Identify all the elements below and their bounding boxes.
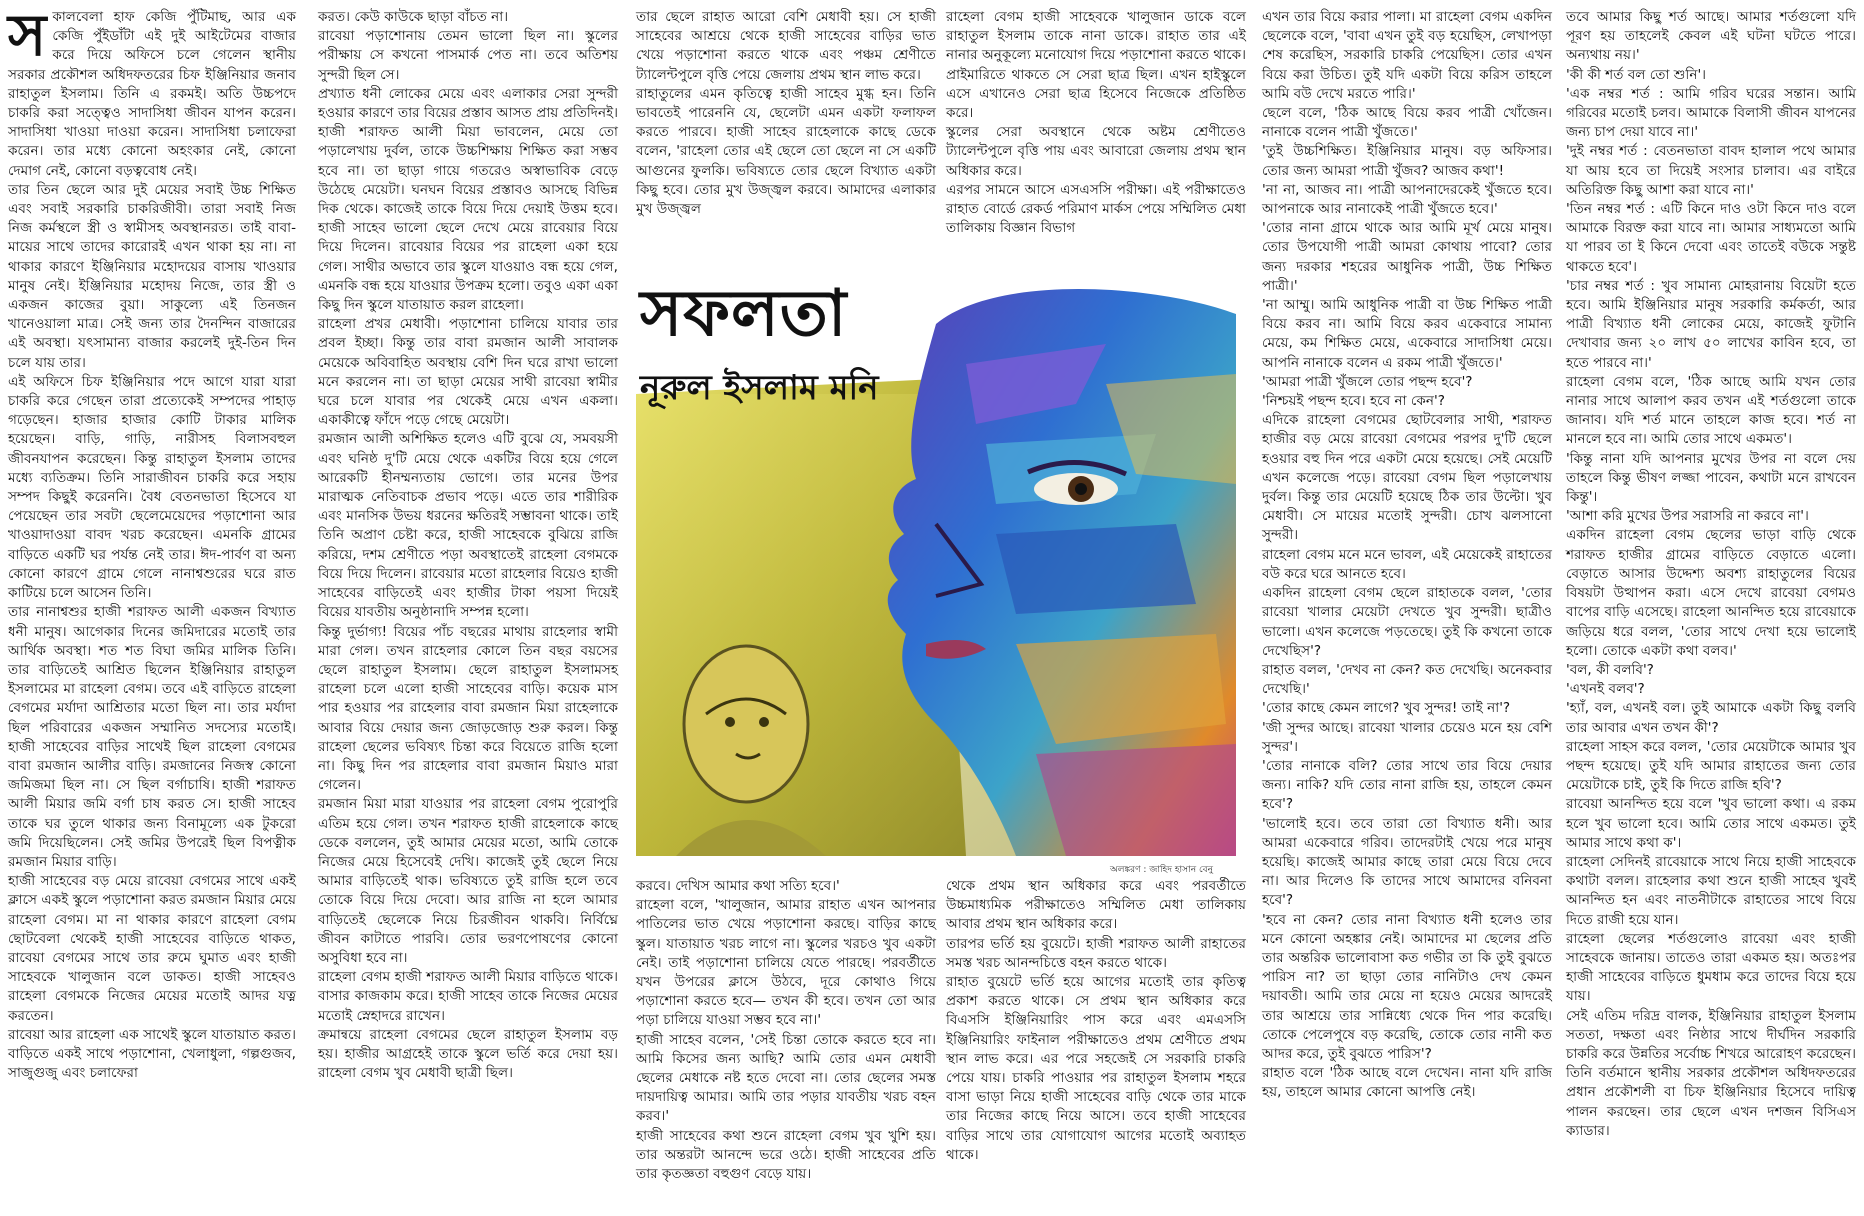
drop-cap: স	[8, 1, 47, 69]
article-column-3-top: তার ছেলে রাহাত আরো বেশি মেধাবী হয়। সে হাজী সাহেবের আশ্রয়ে থেকে হাজী সাহেবের বাড়ির ভাত খেয়ে পড়াশোনা করতে থাকে এবং পঞ্চম শ্রেণীতে ট্যালেন্টপুলে বৃত্তি পেয়ে জেলায় প্রথম স্থান লাভ করে। রাহাতুলের এমন কৃতিত্বে হাজী সাহেব মুগ্ধ হন। তিনি ভাবতেই পারেননি যে, ছেলেটা এমন একটা ফলাফল করতে পারবে। হাজী সাহেব রাহেলাকে কাছে ডেকে বলেন, 'রাহেলা তোর এই ছেলে তো ছেলে না সে একটি আগুনের ফুলকি। ভবিষ্যতে তোর ছেলে বিখ্যাত একটা কিছু হবে। তোর মুখ উজ্জ্বল করবে। আমাদের এলাকার মুখ উজ্জ্বল	[636, 9, 936, 218]
article-title: সফলতা	[640, 276, 848, 351]
article-column-3-bottom: করবে। দেখিস আমার কথা সত্যি হবে।' রাহেলা বলে, 'খালুজান, আমার রাহাত এখন আপনার পাতিলের ভাত খেয়ে পড়াশোনা করছে। বাড়ির কাছে স্কুল। যাতায়াত খরচ লাগে না। স্কুলের খরচও খুব একটা নেই। তাই পড়াশোনা চালিয়ে যেতে পারছে। পরবর্তীতে যখন উপরের ক্লাসে উঠবে, দূরে কোথাও গিয়ে পড়াশোনা করতে হবে— তখন কী হবে। তখন তো আর পড়া চালিয়ে যাওয়া সম্ভব হবে না।' হাজী সাহেব বলেন, 'সেই চিন্তা তোকে করতে হবে না। আমি কিসের জন্য আছি? আমি তোর এমন মেধাবী ছেলের মেধাকে নষ্ট হতে দেবো না। তোর ছেলের সমস্ত দায়দায়িত্ব আমার। আমি তার পড়ার যাবতীয় খরচ বহন করব।' হাজী সাহেবের কথা শুনে রাহেলা বেগম খুব খুশি হয়। তার অন্তরটা আনন্দে ভরে ওঠে। হাজী সাহেবের প্রতি তার কৃতজ্ঞতা বহুগুণ বেড়ে যায়।	[636, 878, 936, 1183]
article-column-1-text: কালবেলা হাফ কেজি পুঁটিমাছ, আর এক কেজি পুঁইডাঁটা এই দুই আইটেমের বাজার করে দিয়ে অফিসে চলে গেলেন স্থানীয় সরকার প্রকৌশল অধিদফতরের চিফ ইঞ্জিনিয়ার জনাব রাহাতুল ইসলাম। তিনি এ রকমই। অতি উচ্চপদে চাকরি করা সত্ত্বেও সাদাসিধা জীবন যাপন করেন। সাদাসিধা খাওয়া দাওয়া করেন। সাদাসিধা চলাফেরা করেন। তার মধ্যে কোনো অহংকার নেই, কোনো দেমাগ নেই, কোনো বড়ত্ববোধ নেই। তার তিন ছেলে আর দুই মেয়ের সবাই উচ্চ শিক্ষিত এবং সবাই সরকারি চাকরিজীবী। তারা সবাই নিজ নিজ কর্মস্থলে স্ত্রী ও স্বামীসহ অবস্থানরত। তাই বাবা-মায়ের সাথে তাদের কারোরই এখন থাকা হয় না। না থাকার কারণে ইঞ্জিনিয়ার মহোদয়ের বাসায় খাওয়ার মানুষ নেই। ইঞ্জিনিয়ার মহোদয় নিজে, তার স্ত্রী ও একজন কাজের বুয়া। সাকুল্যে এই তিনজন খানেওয়ালা মাত্র। সেই জন্য তার দৈনন্দিন বাজারের এই অবস্থা। যৎসামান্য বাজার করলেই দুই-তিন দিন চলে যায় তার। এই অফিসে চিফ ইঞ্জিনিয়ার পদে আগে যারা যারা চাকরি করে গেছেন তারা প্রত্যেকেই সম্পদের পাহাড় গড়েছেন। হাজার হাজার কোটি টাকার মালিক হয়েছেন। বাড়ি, গাড়ি, নারীসহ বিলাসবহুল জীবনযাপন করেছেন। কিন্তু রাহাতুল ইসলাম তাদের মধ্যে ব্যতিক্রম। তিনি সারাজীবন চাকরি করে সহায় সম্পদ কিছুই করেননি। বৈধ বেতনভাতা হিসেবে যা পেয়েছেন তার সবটা ছেলেমেয়েদের পড়াশোনা আর খাওয়াদাওয়া বাবদ খরচ করেছেন। এমনকি গ্রামের বাড়িতে একটি ঘর পর্যন্ত নেই তার। ঈদ-পার্বণ বা অন্য কোনো কারণে গ্রামে গেলে নানাশ্বশুরের ঘরে রাত কাটিয়ে চলে আসেন তিনি। তার নানাশ্বশুর হাজী শরাফত আলী একজন বিখ্যাত ধনী মানুষ। আগেকার দিনের জমিদারের মতোই তার আর্থিক অবস্থা। শত শত বিঘা জমির মালিক তিনি। তার বাড়িতেই আশ্রিত ছিলেন ইঞ্জিনিয়ার রাহাতুল ইসলামের মা রাহেলা বেগম। তবে এই বাড়িতে রাহেলা বেগমের মর্যাদা আশ্রিতার মতো ছিল না। তার মর্যাদা ছিল পরিবারের একজন সম্মানিত সদস্যের মতোই। হাজী সাহেবের বাড়ির সাথেই ছিল রাহেলা বেগমের বাবা রমজান আলীর বাড়ি। রমজানের নিজস্ব কোনো জমিজমা ছিল না। সে ছিল বর্গাচাষি। হাজী শরাফত আলী মিয়ার জমি বর্গা চাষ করত সে। হাজী সাহেব তাকে ঘর তুলে থাকার জন্য বিনামূল্যে এক টুকরো জমি দিয়েছিলেন। সেই জমির উপরেই ছিল বিপত্নীক রমজান মিয়ার বাড়ি। হাজী সাহেবের বড় মেয়ে রাবেয়া বেগমের সাথে একই ক্লাসে একই স্কুলে পড়াশোনা করত রমজান মিয়ার মেয়ে রাহেলা বেগম। মা না থাকার কারণে রাহেলা বেগম ছোটবেলা থেকেই হাজী সাহেবের বাড়িতে থাকত, রাবেয়া বেগমের সাথে তার রুমে ঘুমাত এবং হাজী সাহেবকে খালুজান বলে ডাকত। হাজী সাহেবও রাহেলা বেগমকে নিজের মেয়ের মতোই আদর যত্ন করতেন। রাবেয়া আর রাহেলা এক সাথেই স্কুলে যাতায়াত করত। বাড়িতে একই সাথে পড়াশোনা, খেলাধুলা, গল্পগুজব, সাজুগুজু এবং চলাফেরা	[8, 9, 296, 1082]
article-column-5: এখন তার বিয়ে করার পালা। মা রাহেলা বেগম একদিন ছেলেকে বলে, 'বাবা এখন তুই বড় হয়েছিস, লেখাপড়া শেষ করেছিস, সরকারি চাকরি পেয়েছিস। তোর এখন বিয়ে করা উচিত। তুই যদি একটা বিয়ে করিস তাহলে আমি বউ দেখে মরতে পারি।' ছেলে বলে, 'ঠিক আছে বিয়ে করব পাত্রী খোঁজেন। নানাকে বলেন পাত্রী খুঁজতে।' 'তুই উচ্চশিক্ষিত। ইঞ্জিনিয়ার মানুষ। বড় অফিসার। তোর জন্য আমরা পাত্রী খুঁজব? আজব কথা'! 'না না, আজব না। পাত্রী আপনাদেরকেই খুঁজতে হবে। আপনাকে আর নানাকেই পাত্রী খুঁজতে হবে।' 'তোর নানা গ্রামে থাকে আর আমি মূর্খ মেয়ে মানুষ। তোর উপযোগী পাত্রী আমরা কোথায় পাবো? তোর জন্য দরকার শহরের আধুনিক পাত্রী, উচ্চ শিক্ষিত পাত্রী।' 'না আম্মু। আমি আধুনিক পাত্রী বা উচ্চ শিক্ষিত পাত্রী বিয়ে করব না। আমি বিয়ে করব একেবারে সামান্য মেয়ে, কম শিক্ষিত মেয়ে, একেবারে সাদাসিধা মেয়ে। আপনি নানাকে বলেন এ রকম পাত্রী খুঁজতে।' 'আমরা পাত্রী খুঁজলে তোর পছন্দ হবে'? 'নিশ্চয়ই পছন্দ হবে। হবে না কেন'? এদিকে রাহেলা বেগমের ছোটবেলার সাথী, শরাফত হাজীর বড় মেয়ে রাবেয়া বেগমের পরপর দু'টি ছেলে হওয়ার বহু দিন পরে একটা মেয়ে হয়েছে। সেই মেয়েটি এখন কলেজে পড়ে। রাবেয়া বেগম ছিল পড়ালেখায় দুর্বল। কিন্তু তার মেয়েটি হয়েছে ঠিক তার উল্টো। খুব মেধাবী। সে মায়ের মতোই সুন্দরী। চোখ ঝলসানো সুন্দরী। রাহেলা বেগম মনে মনে ভাবল, এই মেয়েকেই রাহাতের বউ করে ঘরে আনতে হবে। একদিন রাহেলা বেগম ছেলে রাহাতকে বলল, 'তোর রাবেয়া খালার মেয়েটা দেখতে খুব সুন্দরী। ছাত্রীও ভালো। এখন কলেজে পড়তেছে। তুই কি কখনো তাকে দেখেছিস'? রাহাত বলল, 'দেখব না কেন? কত দেখেছি। অনেকবার দেখেছি।' 'তোর কাছে কেমন লাগে? খুব সুন্দর! তাই না'? 'জী সুন্দর আছে। রাবেয়া খালার চেয়েও মনে হয় বেশি সুন্দর'। 'তোর নানাকে বলি? তোর সাথে তার বিয়ে দেয়ার জন্য। নাকি? যদি তোর নানা রাজি হয়, তাহলে কেমন হবে'? 'ভালোই হবে। তবে তারা তো বিখ্যাত ধনী। আর আমরা একেবারে গরিব। তাদেরটাই খেয়ে পরে মানুষ হয়েছি। কাজেই আমার কাছে তারা মেয়ে বিয়ে দেবে না। আর দিলেও কি তাদের সাথে আমাদের বনিবনা হবে'? 'হবে না কেন? তোর নানা বিখ্যাত ধনী হলেও তার মনে কোনো অহঙ্কার নেই। আমাদের মা ছেলের প্রতি তার অন্তরিক ভালোবাসা কত গভীর তা কি তুই বুঝতে পারিস না? তা ছাড়া তোর নানিটাও দেখ কেমন দয়াবতী। আমি তার মেয়ে না হয়েও মেয়ের আদরেই তার আশ্রয়ে তার সান্নিধ্যে থেকে দিন পার করেছি। তোকে পেলেপুষে বড় করেছি, তোকে তোর নানী কত আদর করে, তুই বুঝতে পারিস'? রাহাত বলে 'ঠিক আছে বলে দেখেন। নানা যদি রাজি হয়, তাহলে আমার কোনো আপত্তি নেই।	[1262, 9, 1552, 1101]
article-column-6: তবে আমার কিছু শর্ত আছে। আমার শর্তগুলো যদি পূরণ হয় তাহলেই কেবল এই ঘটনা ঘটতে পারে। অন্যথায় নয়।' 'কী কী শর্ত বল তো শুনি'। 'এক নম্বর শর্ত : আমি গরিব ঘরের সন্তান। আমি গরিবের মতোই চলব। আমাকে বিলাসী জীবন যাপনের জন্য চাপ দেয়া যাবে না।' 'দুই নম্বর শর্ত : বেতনভাতা বাবদ হালাল পথে আমার যা আয় হবে তা দিয়েই সংসার চালাব। এর বাইরে অতিরিক্ত কিছু আশা করা যাবে না।' 'তিন নম্বর শর্ত : এটি কিনে দাও ওটা কিনে দাও বলে আমাকে বিরক্ত করা যাবে না। আমার সাধ্যমতো আমি যা পারব তা ই কিনে দেবো এবং তাতেই বউকে সন্তুষ্ট থাকতে হবে'। 'চার নম্বর শর্ত : খুব সামান্য মোহরানায় বিয়েটা হতে হবে। আমি ইঞ্জিনিয়ার মানুষ সরকারি কর্মকর্তা, আর পাত্রী বিখ্যাত ধনী লোকের মেয়ে, কাজেই ফুটানি দেখাবার জন্য ২০ লাখ ৫০ লাখের কাবিন হবে, তা হতে পারবে না।' রাহেলা বেগম বলে, 'ঠিক আছে আমি যখন তোর নানার সাথে আলাপ করব তখন এই শর্তগুলো তাকে জানাব। যদি শর্ত মানে তাহলে কাজ হবে। শর্ত না মানলে হবে না। আমি তোর সাথে একমত'। 'কিন্তু নানা যদি আপনার মুখের উপর না বলে দেয় তাহলে কিন্তু ভীষণ লজ্জা পাবেন, কথাটা মনে রাখবেন কিন্তু'। 'আশা করি মুখের উপর সরাসরি না করবে না'। একদিন রাহেলা বেগম ছেলের ভাড়া বাড়ি থেকে শরাফত হাজীর গ্রামের বাড়িতে বেড়াতে এলো। বেড়াতে আসার উদ্দেশ্য অবশ্য রাহাতুলের বিয়ের বিষয়টা উত্থাপন করা। এসে দেখে রাবেয়া বেগমও বাপের বাড়ি এসেছে। রাহেলা আনন্দিত হয়ে রাবেয়াকে জড়িয়ে ধরে বলল, 'তোর সাথে দেখা হয়ে ভালোই হলো। তোকে একটা কথা বলব।' 'বল, কী বলবি'? 'এখনই বলব'? 'হ্যাঁ, বল, এখনই বল। তুই আমাকে একটা কিছু বলবি তার আবার এখন তখন কী'? রাহেলা সাহস করে বলল, 'তোর মেয়েটাকে আমার খুব পছন্দ হয়েছে। তুই যদি আমার রাহাতের জন্য তোর মেয়েটাকে চাই, তুই কি দিতে রাজি হবি'? রাবেয়া আনন্দিত হয়ে বলে 'খুব ভালো কথা। এ রকম হলে খুব ভালো হবে। আমি তোর সাথে একমত। তুই আমার সাথে কথা ক'। রাহেলা সেদিনই রাবেয়াকে সাথে নিয়ে হাজী সাহেবকে কথাটা বলল। রাহেলার কথা শুনে হাজী সাহেব খুবই আনন্দিত হন এবং নাতনীটাকে রাহাতের সাথে বিয়ে দিতে রাজী হয়ে যান। রাহেলা ছেলের শর্তগুলোও রাবেয়া এবং হাজী সাহেবকে জানায়। তাতেও তারা একমত হয়। অতঃপর হাজী সাহেবের বাড়িতে ধুমধাম করে তাদের বিয়ে হয়ে যায়। সেই এতিম দরিদ্র বালক, ইঞ্জিনিয়ার রাহাতুল ইসলাম সততা, দক্ষতা এবং নিষ্ঠার সাথে দীর্ঘদিন সরকারি চাকরি করে উন্নতির সর্বোচ্চ শিখরে আরোহণ করেছেন। তিনি বর্তমানে স্থানীয় সরকার প্রকৌশল অধিদফতরের প্রধান প্রকৌশলী বা চিফ ইঞ্জিনিয়ার হিসেবে দায়িত্ব পালন করছেন। তার ছেলে এখন দশজন বিসিএস ক্যাডার।	[1566, 9, 1856, 1139]
article-column-4-top: রাহেলা বেগম হাজী সাহেবকে খালুজান ডাকে বলে রাহাতুল ইসলাম তাকে নানা ডাকে। রাহাত তার এই নানার অনুকূল্যে মনোযোগ দিয়ে পড়াশোনা করতে থাকে। প্রাইমারিতে থাকতে সে সেরা ছাত্র ছিল। এখন হাইস্কুলে এসে এখানেও সেরা ছাত্র হিসেবে নিজেকে প্রতিষ্ঠিত করে। স্কুলের সেরা অবস্থানে থেকে অষ্টম শ্রেণীতেও ট্যালেন্টপুলে বৃত্তি পায় এবং আবারো জেলায় প্রথম স্থান অধিকার করে। এরপর সামনে আসে এসএসসি পরীক্ষা। এই পরীক্ষাতেও রাহাত বোর্ডে রেকর্ড পরিমাণ মার্কস পেয়ে সম্মিলিত মেধা তালিকায় বিজ্ঞান বিভাগ	[946, 9, 1246, 237]
illustration-credit: অলঙ্করণ : জাহিদ হাসান বেনু	[1110, 865, 1213, 875]
article-column-1	[8, 1, 296, 1208]
article-column-4-bottom: থেকে প্রথম স্থান অধিকার করে এবং পরবর্তীতে উচ্চমাধ্যমিক পরীক্ষাতেও সম্মিলিত মেধা তালিকায় আবার প্রথম স্থান অধিকার করে। তারপর ভর্তি হয় বুয়েটে। হাজী শরাফত আলী রাহাতের সমস্ত খরচ আনন্দচিত্তে বহন করতে থাকে। রাহাত বুয়েটে ভর্তি হয়ে আগের মতোই তার কৃতিত্ব প্রকাশ করতে থাকে। সে প্রথম স্থান অধিকার করে বিএসসি ইঞ্জিনিয়ারিং পাস করে এবং এমএসসি ইঞ্জিনিয়ারিং ফাইনাল পরীক্ষাতেও প্রথম শ্রেণীতে প্রথম স্থান লাভ করে। এর পরে সহজেই সে সরকারি চাকরি পেয়ে যায়। চাকরি পাওয়ার পর রাহাতুল ইসলাম শহরে বাসা ভাড়া নিয়ে হাজী সাহেবের বাড়ি থেকে তার মাকে তার নিজের কাছে নিয়ে আসে। তবে হাজী সাহেবের বাড়ির সাথে তার যোগাযোগ আগের মতোই অব্যাহত থাকে।	[946, 878, 1246, 1163]
article-author: নূরুল ইসলাম মনি	[640, 368, 879, 408]
article-column-2: করত। কেউ কাউকে ছাড়া বাঁচত না। রাবেয়া পড়াশোনায় তেমন ভালো ছিল না। স্কুলের পরীক্ষায় সে কখনো পাসমার্ক পেত না। তবে অতিশয় সুন্দরী ছিল সে। প্রখ্যাত ধনী লোকের মেয়ে এবং এলাকার সেরা সুন্দরী হওয়ার কারণে তার বিয়ের প্রস্তাব আসত প্রায় প্রতিদিনই। হাজী শরাফত আলী মিয়া ভাবলেন, মেয়ে তো পড়ালেখায় দুর্বল, তাকে উচ্চশিক্ষায় শিক্ষিত করা সম্ভব হবে না। তা ছাড়া গায়ে গতরেও অস্বাভাবিক বেড়ে উঠেছে মেয়েটা। ঘনঘন বিয়ের প্রস্তাবও আসছে বিভিন্ন দিক থেকে। কাজেই তাকে বিয়ে দিয়ে দেয়াই উত্তম হবে। হাজী সাহেব ভালো ছেলে দেখে মেয়ে রাবেয়ার বিয়ে দিয়ে দিলেন। রাবেয়ার বিয়ের পর রাহেলা একা হয়ে গেল। সাথীর অভাবে তার স্কুলে যাওয়াও বন্ধ হয়ে গেল, এমনকি বন্ধ হয়ে যাওয়ার উপক্রম হলো। তবুও একা একা কিছু দিন স্কুলে যাতায়াত করল রাহেলা। রাহেলা প্রখর মেধাবী। পড়াশোনা চালিয়ে যাবার তার প্রবল ইচ্ছা। কিন্তু তার বাবা রমজান আলী সাবালক মেয়েকে অবিবাহিত অবস্থায় বেশি দিন ঘরে রাখা ভালো মনে করলেন না। তা ছাড়া মেয়ের সাথী রাবেয়া স্বামীর ঘরে চলে যাবার পর থেকেই মেয়ে এখন একলা। একাকীত্বে ফাঁদে পড়ে গেছে মেয়েটা। রমজান আলী অশিক্ষিত হলেও এটি বুঝে যে, সমবয়সী এবং ঘনিষ্ঠ দু'টি মেয়ে থেকে একটির বিয়ে হয়ে গেলে আরেকটি হীনম্মন্যতায় ভোগে। তার মনের উপর মারাত্মক নেতিবাচক প্রভাব পড়ে। এতে তার শারীরিক এবং মানসিক উভয় ধরনের ক্ষতিরই সম্ভাবনা থাকে। তাই তিনি অপ্রাণ চেষ্টা করে, হাজী সাহেবকে বুঝিয়ে রাজি করিয়ে, দশম শ্রেণীতে পড়া অবস্থাতেই রাহেলা বেগমকে বিয়ে দিয়ে দিলেন। রাবেয়ার মতো রাহেলার বিয়েও হাজী সাহেবের বাড়িতেই এবং হাজীর টাকা পয়সা দিয়েই বিয়ের যাবতীয় অনুষ্ঠানাদি সম্পন্ন হলো। কিন্তু দুর্ভাগ্য! বিয়ের পাঁচ বছরের মাথায় রাহেলার স্বামী মারা গেল। তখন রাহেলার কোলে তিন বছর বয়সের ছেলে রাহাতুল ইসলাম। ছেলে রাহাতুল ইসলামসহ রাহেলা চলে এলো হাজী সাহেবের বাড়ি। কয়েক মাস পার হওয়ার পর রাহেলার বাবা রমজান মিয়া রাহেলাকে আবার বিয়ে দেয়ার জন্য জোড়জোড় শুরু করল। কিন্তু রাহেলা ছেলের ভবিষ্যৎ চিন্তা করে বিয়েতে রাজি হলো না। কিছু দিন পর রাহেলার বাবা রমজান মিয়াও মারা গেলেন। রমজান মিয়া মারা যাওয়ার পর রাহেলা বেগম পুরোপুরি এতিম হয়ে গেল। তখন শরাফত হাজী রাহেলাকে কাছে ডেকে বললেন, তুই আমার মেয়ের মতো, আমি তোকে নিজের মেয়ে হিসেবেই দেখি। কাজেই তুই ছেলে নিয়ে আমার বাড়িতেই থাক। ভবিষ্যতে তুই রাজি হলে তবে তোকে বিয়ে দিয়ে দেবো। আর রাজি না হলে আমার বাড়িতেই ছেলেকে নিয়ে চিরজীবন থাকবি। নির্বিঘ্নে জীবন কাটাতে পারবি। তোর ভরণপোষণের কোনো অসুবিধা হবে না। রাহেলা বেগম হাজী শরাফত আলী মিয়ার বাড়িতে থাকে। বাসার কাজকাম করে। হাজী সাহেব তাকে নিজের মেয়ের মতোই স্নেহাদরে রাখেন। ক্রমান্বয়ে রাহেলা বেগমের ছেলে রাহাতুল ইসলাম বড় হয়। হাজীর আগ্রহেই তাকে স্কুলে ভর্তি করে দেয়া হয়। রাহেলা বেগম খুব মেধাবী ছাত্রী ছিল।	[318, 9, 618, 1082]
